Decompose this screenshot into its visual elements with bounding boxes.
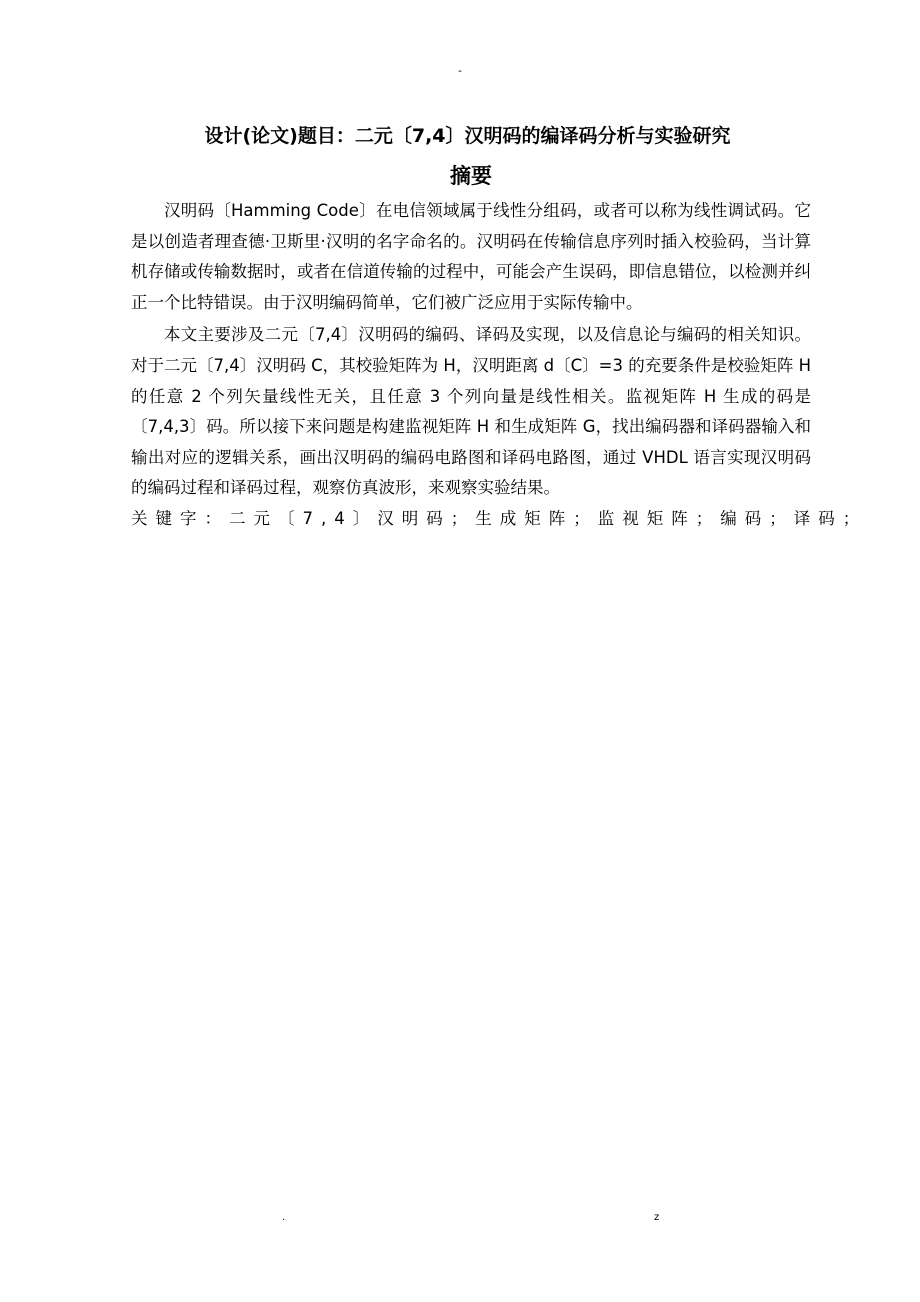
abstract-body [131,196,868,535]
thesis-title: 设计(论文)题目：二元〔7,4〕汉明码的编译码分析与实验研究 [204,125,731,147]
abstract-paragraph-2: 本文主要涉及二元〔7,4〕汉明码的编码、译码及实现，以及信息论与编码的相关知识。对于二元〔7,4〕汉明码 C，其校验矩阵为 H，汉明距离 d〔C〕=3 的充要条件是校验矩阵 H 的任意 2 个列矢量线性无关，且任意 3 个列向量是线性相关。监视矩阵 H 生成的码是〔7,4,3〕码。所以接下来问题是构建监视矩阵 H 和生成矩阵 G，找出编码器和译码器输入和输出对应的逻辑关系，画出汉明码的编码电路图和译码电路图，通过 VHDL 语言实现汉明码的编码过程和译码过程，观察仿真波形，来观察实验结果。 [131,325,811,498]
header-mark: - [458,64,462,77]
abstract-heading: 摘要 [450,164,492,188]
abstract-paragraph-1: 汉明码〔Hamming Code〕在电信领域属于线性分组码，或者可以称为线性调试码。它是以创造者理查德·卫斯里·汉明的名字命名的。汉明码在传输信息序列时插入校验码，当计算机存储或传输数据时，或者在信道传输的过程中，可能会产生误码，即信息错位，以检测并纠正一个比特错误。由于汉明编码简单，它们被广泛应用于实际传输中。 [131,201,811,312]
footer-right-mark: z [654,1212,660,1223]
keywords-line: 关键字：二元〔7,4〕汉明码；生成矩阵；监视矩阵；编码；译码； [131,508,868,528]
footer-left-mark: . [282,1212,286,1223]
